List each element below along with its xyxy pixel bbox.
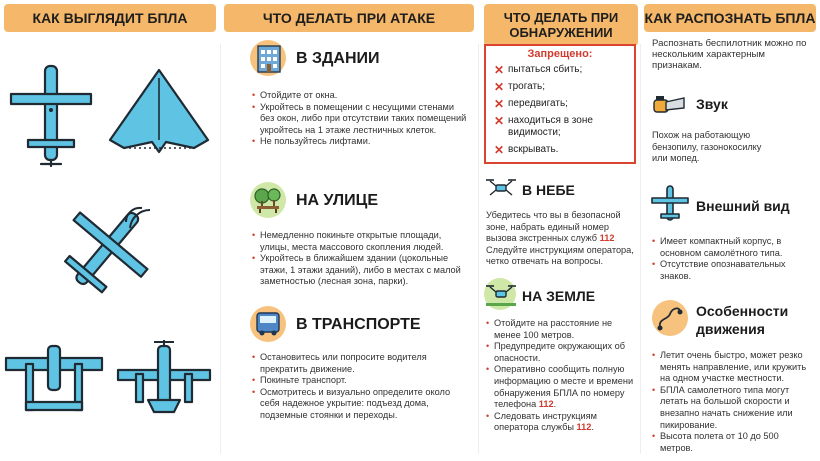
appearance-list [652,236,812,282]
header-detection-line1: ЧТО ДЕЛАТЬ ПРИ [503,10,619,25]
movement-list [652,350,812,454]
drone-appearance-icon [650,184,690,224]
chainsaw-icon [652,92,686,118]
header-attack [224,4,474,32]
sound-text: Похож на работающую бензопилу, газонокосилку или мопед. [652,130,762,164]
sky-text-b: Следуйте инструкциям оператора, четко отвечать на вопросы. [486,244,634,267]
cross-icon: ✕ [494,143,505,157]
forbidden-item-text: пытаться сбить; [508,64,583,75]
header-detection-line2: ОБНАРУЖЕНИИ [509,25,613,40]
cross-icon: ✕ [494,97,505,111]
cross-icon: ✕ [494,114,505,128]
header-attack-text: ЧТО ДЕЛАТЬ ПРИ АТАКЕ [262,10,436,26]
sky-title: В НЕБЕ [522,182,575,198]
divider [478,44,479,454]
list-item: • Высота полета от 10 до 500 метров. [652,431,812,454]
forbidden-item-text: находиться в зоне видимости; [508,115,593,138]
quadcopter-ground-icon [486,283,516,307]
cross-icon: ✕ [494,63,505,77]
forbidden-item [494,144,634,156]
flight-path-icon [654,302,686,334]
list-item: • Не пользуйтесь лифтами. [252,136,468,148]
header-recognize-text: КАК РАСПОЗНАТЬ БПЛА [644,10,816,26]
divider [640,44,641,454]
forbidden-item-text: передвигать; [508,98,568,109]
header-how-looks [4,4,216,32]
forbidden-item-text: трогать; [508,81,546,92]
list-item: • Отсутствие опознавательных знаков. [652,259,812,282]
emergency-number: 112 [576,422,592,433]
building-list [252,90,468,148]
forbidden-item [494,81,634,93]
list-item: • БПЛА самолетного типа могут летать на большой скорости и внезапно начать снижение или пикирование. [652,385,812,431]
sky-text-a: Убедитесь что вы в безопасной зоне, набрать единый номер вызова экстренных служб [486,210,621,244]
street-list [252,230,468,288]
list-item: • Оперативно сообщить полную информацию о месте и времени обнаружения БПЛА по номеру телефона 112. [486,364,636,410]
header-how-looks-text: КАК ВЫГЛЯДИТ БПЛА [32,10,188,26]
drone-diagonal-icon [56,200,156,300]
forbidden-list [494,64,634,161]
park-icon [253,186,283,214]
list-item: • Покиньте транспорт. [252,375,468,387]
forbidden-box [484,44,636,164]
forbidden-item-text: вскрывать. [508,144,559,155]
list-item: • Отойдите на расстояние не менее 100 метров. [486,318,636,341]
forbidden-title: Запрещено: [527,48,593,60]
list-item: • Предупредите окружающих об опасности. [486,341,636,364]
list-item: • Осмотритесь и визуально определите около себя надежное укрытие: подъезд дома, подземные стоянки и переходы. [252,387,468,422]
building-title: В ЗДАНИИ [296,50,380,67]
forbidden-item [494,115,634,139]
bus-icon [254,310,282,338]
appearance-title: Внешний вид [696,198,790,214]
ground-item3-text: Оперативно сообщить полную информацию о месте и времени обнаружения БПЛА по номеру телефона [494,364,634,410]
list-item: • Остановитесь или попросите водителя прекратить движение. [252,352,468,375]
forbidden-item [494,64,634,76]
building-icon [256,42,282,74]
ground-title: НА ЗЕМЛЕ [522,288,596,304]
ground-list [486,318,636,434]
emergency-number: 112 [599,233,615,244]
header-recognize [644,4,816,32]
header-detection [484,4,638,46]
transport-title: В ТРАНСПОРТЕ [296,316,421,333]
movement-title-line2: движения [696,321,765,337]
movement-title [696,302,788,338]
quadcopter-sky-icon [486,176,516,200]
list-item: • Летит очень быстро, может резко менять направление, или кружить на одном участке местности. [652,350,812,385]
drone-twin-boom-icon [4,340,104,418]
drone-delta-wing-icon [104,68,214,158]
list-item: • Имеет компактный корпус, в основном самолётного типа. [652,236,812,259]
divider [220,44,221,454]
movement-title-line1: Особенности [696,303,789,319]
list-item: • Отойдите от окна. [252,90,468,102]
forbidden-item [494,98,634,110]
drone-plane-top-icon [8,60,94,168]
cross-icon: ✕ [494,80,505,94]
list-item: • Укройтесь в помещении с несущими стенами без окон, либо при отсутствии таких помещений укройтесь на 1 этаже лестничных клеток. [252,102,468,137]
emergency-number: 112 [538,399,554,410]
street-title: НА УЛИЦЕ [296,192,378,209]
ground-item4-text: Следовать инструкциям оператора службы [494,410,597,433]
sound-title: Звук [696,96,728,112]
list-item: • Немедленно покиньте открытые площади, улицы, места массового скопления людей. [252,230,468,253]
transport-list [252,352,468,422]
recognize-intro: Распознать беспилотник можно по нескольким характерным признакам. [652,38,807,71]
list-item: • Укройтесь в ближайшем здании (цокольные этажи, 1 этажи зданий), либо в местах с малой заметностью (лесная зона, парки). [252,253,468,288]
drone-tail-twin-icon [116,340,212,420]
list-item: • Следовать инструкциям оператора службы 112. [486,411,636,434]
sky-text [486,210,636,268]
